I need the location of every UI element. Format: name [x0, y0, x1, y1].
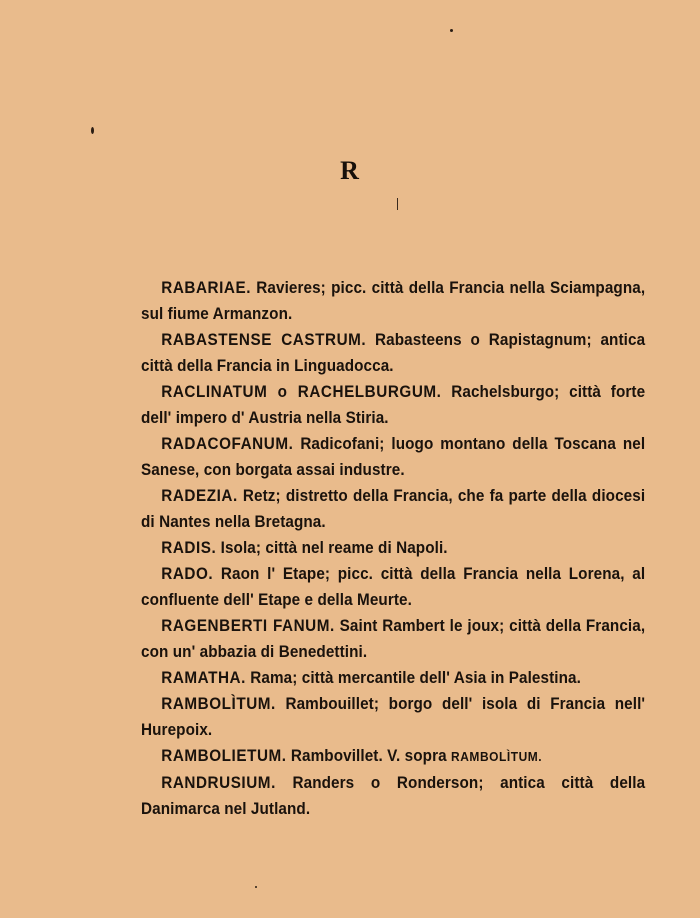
dictionary-entry — [141, 743, 645, 770]
section-letter-heading: R — [340, 156, 360, 185]
printer-mark — [397, 198, 398, 210]
entry-text: Saint Rambert le joux; città della Francia, con un' abbazia di Benedettini. — [141, 616, 646, 661]
entry-headword: RAMATHA. — [161, 668, 246, 687]
entry-headword: RAMBOLÌTUM. — [161, 694, 276, 713]
entry-headword: RACLINATUM o RACHELBURGUM. — [161, 382, 442, 401]
entry-headword: RANDRUSIUM. — [161, 773, 276, 792]
entry-headword: RAGENBERTI FANUM. — [161, 616, 335, 635]
entry-headword: RADEZIA. — [161, 486, 238, 505]
entry-headword: RADO. — [161, 564, 214, 583]
dictionary-entry — [141, 561, 645, 613]
dictionary-entry — [141, 665, 645, 691]
dictionary-entry — [141, 327, 645, 379]
dictionary-entry — [141, 613, 645, 665]
ink-speck — [450, 29, 453, 32]
ink-speck — [255, 886, 257, 888]
entry-headword: RAMBOLIETUM. — [161, 746, 287, 765]
entry-text: Ravieres; picc. città della Francia nella Sciampagna, sul fiume Armanzon. — [141, 278, 646, 323]
entry-text: Rachelsburgo; città forte dell' impero d' Austria nella Stiria. — [141, 382, 646, 427]
entry-text: Rambouillet; borgo dell' isola di Francia nell' Hurepoix. — [141, 694, 646, 739]
dictionary-entry — [141, 691, 645, 743]
dictionary-entry — [141, 483, 645, 535]
dictionary-entry — [141, 770, 645, 822]
entry-headword: RADIS. — [161, 538, 217, 557]
entry-headword: RABASTENSE CASTRUM. — [161, 330, 367, 349]
entry-text: Raon l' Etape; picc. città della Francia nella Lorena, al confluente dell' Etape e della Meurte. — [141, 564, 646, 609]
entry-text: Rambovillet. V. sopra — [290, 746, 447, 765]
dictionary-entry — [141, 379, 645, 431]
entry-text: Randers o Ronderson; antica città della Danimarca nel Jutland. — [141, 773, 646, 818]
dictionary-entry — [141, 275, 645, 327]
cross-reference: RAMBOLÌTUM. — [451, 749, 543, 764]
entry-text: Rabasteens o Rapistagnum; antica città della Francia in Linguadocca. — [141, 330, 646, 375]
entry-text: Retz; distretto della Francia, che fa parte della diocesi di Nantes nella Bretagna. — [141, 486, 646, 531]
entry-headword: RABARIAE. — [161, 278, 252, 297]
dictionary-entry — [141, 431, 645, 483]
ink-speck — [91, 127, 94, 134]
entry-text: Rama; città mercantile dell' Asia in Palestina. — [250, 668, 581, 687]
entry-text: Isola; città nel reame di Napoli. — [220, 538, 448, 557]
entry-headword: RADACOFANUM. — [161, 434, 294, 453]
entry-text: Radicofani; luogo montano della Toscana nel Sanese, con borgata assai industre. — [141, 434, 646, 479]
dictionary-entry — [141, 535, 645, 561]
entry-list — [141, 275, 646, 822]
